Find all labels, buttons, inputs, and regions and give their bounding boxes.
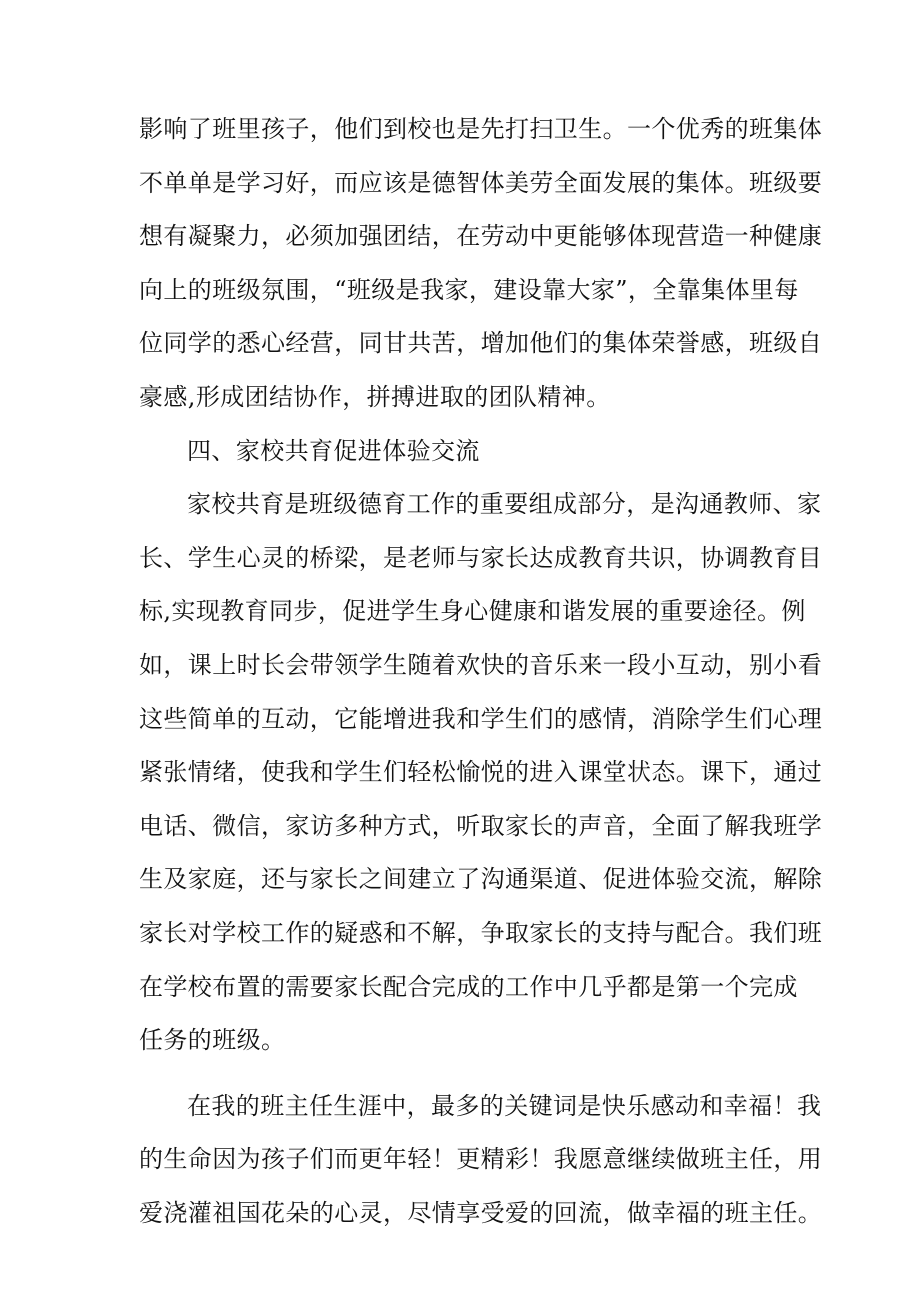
document-body (139, 103, 823, 1240)
paragraph-spacer (139, 1068, 799, 1080)
text-line: 不单单是学习好，而应该是德智体美劳全面发展的集体。班级要 (139, 168, 823, 197)
text-line: 位同学的悉心经营，同甘共苦，增加他们的集体荣誉感，班级自 (139, 329, 823, 358)
text-line: 爱浇灌祖国花朵的心灵，尽情享受爱的回流，做幸福的班主任。 (139, 1198, 823, 1227)
text-line: 如，课上时长会带领学生随着欢快的音乐来一段小互动，别小看 (139, 650, 823, 679)
text-line: 电话、微信，家访多种方式，听取家长的声音，全面了解我班学 (139, 811, 823, 840)
text-line: 这些简单的互动，它能增进我和学生们的感情，消除学生们心理 (139, 704, 823, 733)
text-line: 在学校布置的需要家长配合完成的工作中几乎都是第一个完成 (139, 972, 798, 1001)
text-line: 生及家庭，还与家长之间建立了沟通渠道、促进体验交流，解除 (139, 865, 823, 894)
text-line: 家校共育是班级德育工作的重要组成部分，是沟通教师、家 (187, 490, 822, 519)
text-line: 长、学生心灵的桥梁，是老师与家长达成教育共识，协调教育目 (139, 543, 823, 572)
text-line: 在我的班主任生涯中，最多的关键词是快乐感动和幸福！我 (187, 1091, 822, 1120)
text-line: 家长对学校工作的疑惑和不解，争取家长的支持与配合。我们班 (139, 918, 823, 947)
text-line: 想有凝聚力，必须加强团结，在劳动中更能够体现营造一种健康 (139, 222, 823, 251)
paragraph-continued (139, 103, 823, 425)
text-line: 豪感,形成团结协作，拼搏进取的团队精神。 (139, 382, 611, 411)
paragraph-home-school (139, 478, 823, 1068)
section-heading: 四、家校共育促进体验交流 (187, 436, 480, 465)
text-line: 任务的班级。 (139, 1026, 286, 1055)
paragraph-closing (139, 1080, 823, 1241)
text-line: 影响了班里孩子，他们到校也是先打扫卫生。一个优秀的班集体 (139, 115, 823, 143)
text-line: 紧张情绪，使我和学生们轻松愉悦的进入课堂状态。课下，通过 (139, 758, 823, 787)
text-line: 向上的班级氛围，“班级是我家，建设靠大家”，全靠集体里每 (139, 275, 799, 304)
text-line: 标,实现教育同步，促进学生身心健康和谐发展的重要途径。例 (139, 597, 806, 626)
text-line: 的生命因为孩子们而更年轻！更精彩！我愿意继续做班主任，用 (139, 1145, 823, 1174)
